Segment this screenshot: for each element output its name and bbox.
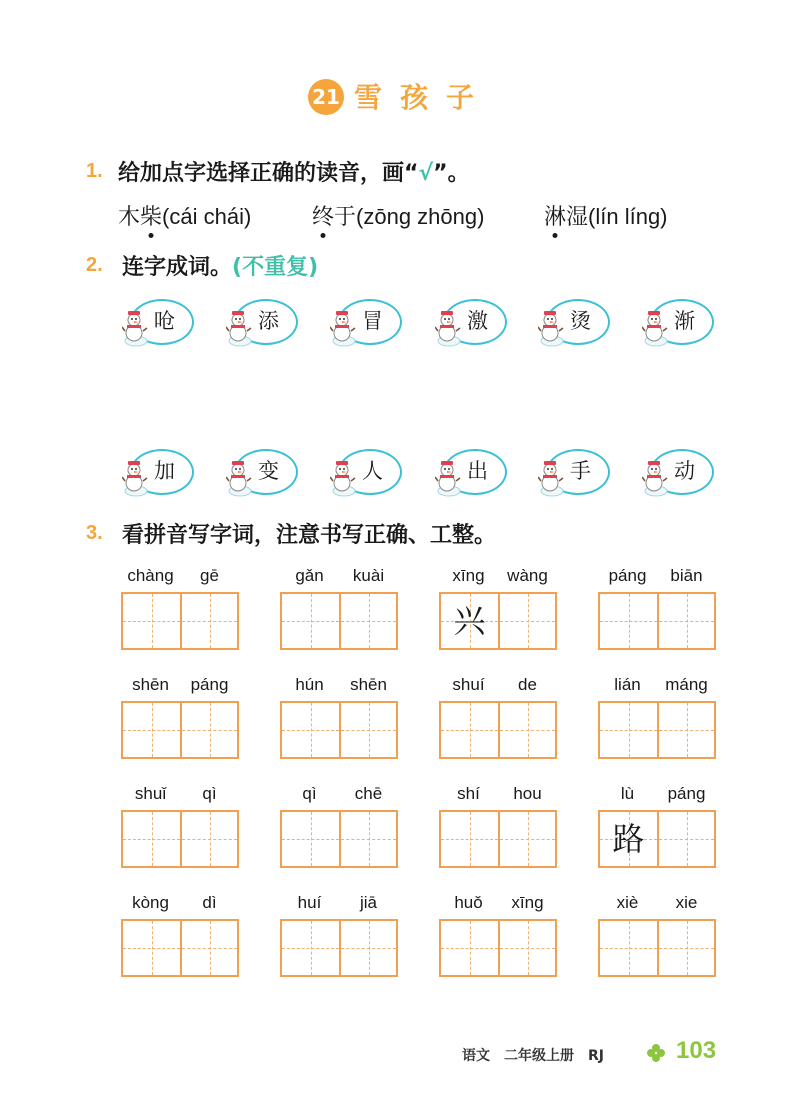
q1-item-1 <box>118 200 251 231</box>
q1-prompt-text: 给加点字选择正确的读音，画“ <box>118 161 419 186</box>
pinyin-syllable: shēn <box>132 675 169 694</box>
writing-cell[interactable] <box>441 594 498 648</box>
snowman-icon <box>642 307 668 351</box>
pinyin-syllable: shuí <box>452 675 485 694</box>
check-mark-icon: √ <box>418 161 434 186</box>
bubble-character: 烫 <box>570 309 591 333</box>
tian-grid <box>439 701 557 759</box>
q1-prompt-end: ”。 <box>433 161 470 186</box>
snowman-icon <box>642 457 668 501</box>
q1-item-3-dotted-char: 淋 <box>544 205 567 230</box>
writing-cell[interactable] <box>180 812 237 866</box>
q3-prompt: 看拼音写字词，注意书写正确、工整。 <box>122 523 497 548</box>
writing-cell[interactable] <box>180 921 237 975</box>
pinyin-syllable: máng <box>665 675 708 694</box>
writing-cell[interactable] <box>282 921 339 975</box>
q2-prompt <box>122 250 318 281</box>
q1-item-3-post: 湿 <box>566 205 589 230</box>
lesson-title: 雪孩子 <box>354 81 493 114</box>
snowman-icon <box>122 457 148 501</box>
pinyin-syllable: páng <box>667 784 706 803</box>
pinyin-syllable: xie <box>675 893 698 912</box>
tian-grid <box>280 919 398 977</box>
pinyin-syllable: hou <box>513 784 542 803</box>
writing-cell[interactable] <box>180 703 237 757</box>
q2-prompt-text: 连字成词。 <box>122 255 233 280</box>
pinyin-syllable: shēn <box>350 675 387 694</box>
pinyin-syllable: jiā <box>359 893 377 912</box>
pinyin-syllable: huǒ <box>454 893 483 912</box>
snowman-icon <box>538 307 564 351</box>
writing-cell[interactable] <box>339 921 396 975</box>
q1-item-3-options[interactable]: (lín líng) <box>588 204 668 229</box>
pinyin-syllable: xiè <box>616 893 639 912</box>
bubble-character: 渐 <box>674 309 695 333</box>
q2-note: (不重复) <box>232 255 319 280</box>
q2-number: 2. <box>86 254 103 276</box>
bubble-character: 激 <box>467 309 488 333</box>
q1-item-2 <box>312 200 484 231</box>
lesson-number-badge: 21 <box>308 79 344 115</box>
q1-item-1-dotted-char: 柴 <box>140 205 163 230</box>
bubble-character: 冒 <box>362 309 383 333</box>
writing-cell[interactable] <box>441 812 498 866</box>
pinyin-word-15 <box>439 893 557 979</box>
writing-cell[interactable] <box>282 594 339 648</box>
bubble-character: 动 <box>674 459 695 483</box>
pinyin-syllable: xīng <box>511 893 544 912</box>
pinyin-word-5 <box>121 675 239 761</box>
writing-cell[interactable] <box>498 812 555 866</box>
page-number: 103 <box>676 1037 717 1064</box>
footer-book-info: 语文 二年级上册 RJ <box>462 1048 604 1064</box>
tian-grid <box>280 810 398 868</box>
q1-number: 1. <box>86 160 103 182</box>
pinyin-syllable: lián <box>614 675 641 694</box>
q1-item-1-pre: 木 <box>118 205 141 230</box>
bubble-character: 手 <box>570 459 591 483</box>
snowman-icon <box>538 457 564 501</box>
tian-grid <box>121 919 239 977</box>
pinyin-syllable: chē <box>354 784 383 803</box>
pinyin-syllable: shuǐ <box>134 784 167 803</box>
pinyin-syllable: kuài <box>352 566 385 585</box>
prefilled-character: 路 <box>612 820 645 858</box>
pinyin-word-11 <box>439 784 557 870</box>
q1-item-3 <box>544 200 668 231</box>
pinyin-word-9 <box>121 784 239 870</box>
clover-icon <box>646 1043 666 1063</box>
writing-cell[interactable] <box>600 703 657 757</box>
q1-item-2-dotted-char: 终 <box>312 205 335 230</box>
tian-grid <box>598 592 716 650</box>
pinyin-word-7 <box>439 675 557 761</box>
writing-cell[interactable] <box>600 594 657 648</box>
writing-cell[interactable] <box>282 703 339 757</box>
writing-cell[interactable] <box>498 703 555 757</box>
pinyin-syllable: qì <box>302 784 317 803</box>
writing-cell[interactable] <box>180 594 237 648</box>
writing-cell[interactable] <box>441 921 498 975</box>
writing-cell[interactable] <box>123 703 180 757</box>
tian-grid <box>439 919 557 977</box>
pinyin-syllable: páng <box>190 675 229 694</box>
tian-grid <box>121 701 239 759</box>
q3-number: 3. <box>86 522 103 544</box>
writing-cell[interactable] <box>282 812 339 866</box>
pinyin-word-8 <box>598 675 716 761</box>
pinyin-word-4 <box>598 566 716 652</box>
pinyin-syllable: lù <box>620 784 635 803</box>
bubble-character: 人 <box>362 459 383 483</box>
writing-cell[interactable] <box>657 921 714 975</box>
tian-grid <box>280 701 398 759</box>
tian-grid <box>439 810 557 868</box>
pinyin-syllable: biān <box>670 566 703 585</box>
pinyin-syllable: kòng <box>132 893 169 912</box>
pinyin-syllable: páng <box>608 566 647 585</box>
pinyin-word-12 <box>598 784 716 870</box>
tian-grid <box>598 919 716 977</box>
pinyin-word-13 <box>121 893 239 979</box>
tian-grid <box>598 701 716 759</box>
writing-cell[interactable] <box>123 594 180 648</box>
tian-grid <box>598 810 716 868</box>
snowman-icon <box>435 307 461 351</box>
pinyin-word-6 <box>280 675 398 761</box>
pinyin-word-10 <box>280 784 398 870</box>
tian-grid <box>121 810 239 868</box>
writing-cell[interactable] <box>339 703 396 757</box>
writing-cell[interactable] <box>657 703 714 757</box>
pinyin-word-3 <box>439 566 557 652</box>
bubble-character: 变 <box>258 459 279 483</box>
snowman-icon <box>226 307 252 351</box>
bubble-character: 加 <box>154 459 175 483</box>
writing-cell[interactable] <box>600 921 657 975</box>
pinyin-word-14 <box>280 893 398 979</box>
tian-grid <box>439 592 557 650</box>
pinyin-word-16 <box>598 893 716 979</box>
writing-cell[interactable] <box>123 921 180 975</box>
q1-item-2-post: 于 <box>334 205 357 230</box>
pinyin-syllable: dì <box>202 893 217 912</box>
pinyin-syllable: xīng <box>452 566 485 585</box>
snowman-icon <box>435 457 461 501</box>
pinyin-syllable: de <box>518 675 537 694</box>
snowman-icon <box>330 307 356 351</box>
pinyin-syllable: gē <box>200 566 219 585</box>
writing-cell[interactable] <box>657 812 714 866</box>
snowman-icon <box>226 457 252 501</box>
bubble-character: 添 <box>258 309 279 333</box>
writing-cell[interactable] <box>123 812 180 866</box>
q1-item-2-options[interactable]: (zōng zhōng) <box>356 204 485 229</box>
tian-grid <box>121 592 239 650</box>
writing-cell[interactable] <box>441 703 498 757</box>
q1-prompt <box>118 156 470 187</box>
bubble-character: 呛 <box>154 309 175 333</box>
writing-cell[interactable] <box>657 594 714 648</box>
snowman-icon <box>330 457 356 501</box>
bubble-character: 出 <box>467 459 488 483</box>
pinyin-word-1 <box>121 566 239 652</box>
pinyin-syllable: chàng <box>127 566 174 585</box>
tian-grid <box>280 592 398 650</box>
writing-cell[interactable] <box>498 594 555 648</box>
pinyin-syllable: huí <box>297 893 322 912</box>
pinyin-syllable: wàng <box>507 566 548 585</box>
writing-cell[interactable] <box>339 594 396 648</box>
pinyin-syllable: gǎn <box>295 566 324 585</box>
pinyin-syllable: hún <box>295 675 324 694</box>
writing-cell[interactable] <box>498 921 555 975</box>
q1-item-1-options[interactable]: (cái chái) <box>162 204 252 229</box>
pinyin-syllable: shí <box>457 784 480 803</box>
prefilled-character: 兴 <box>453 602 486 640</box>
writing-cell[interactable] <box>339 812 396 866</box>
snowman-icon <box>122 307 148 351</box>
pinyin-word-2 <box>280 566 398 652</box>
writing-cell[interactable] <box>600 812 657 866</box>
pinyin-syllable: qì <box>202 784 217 803</box>
